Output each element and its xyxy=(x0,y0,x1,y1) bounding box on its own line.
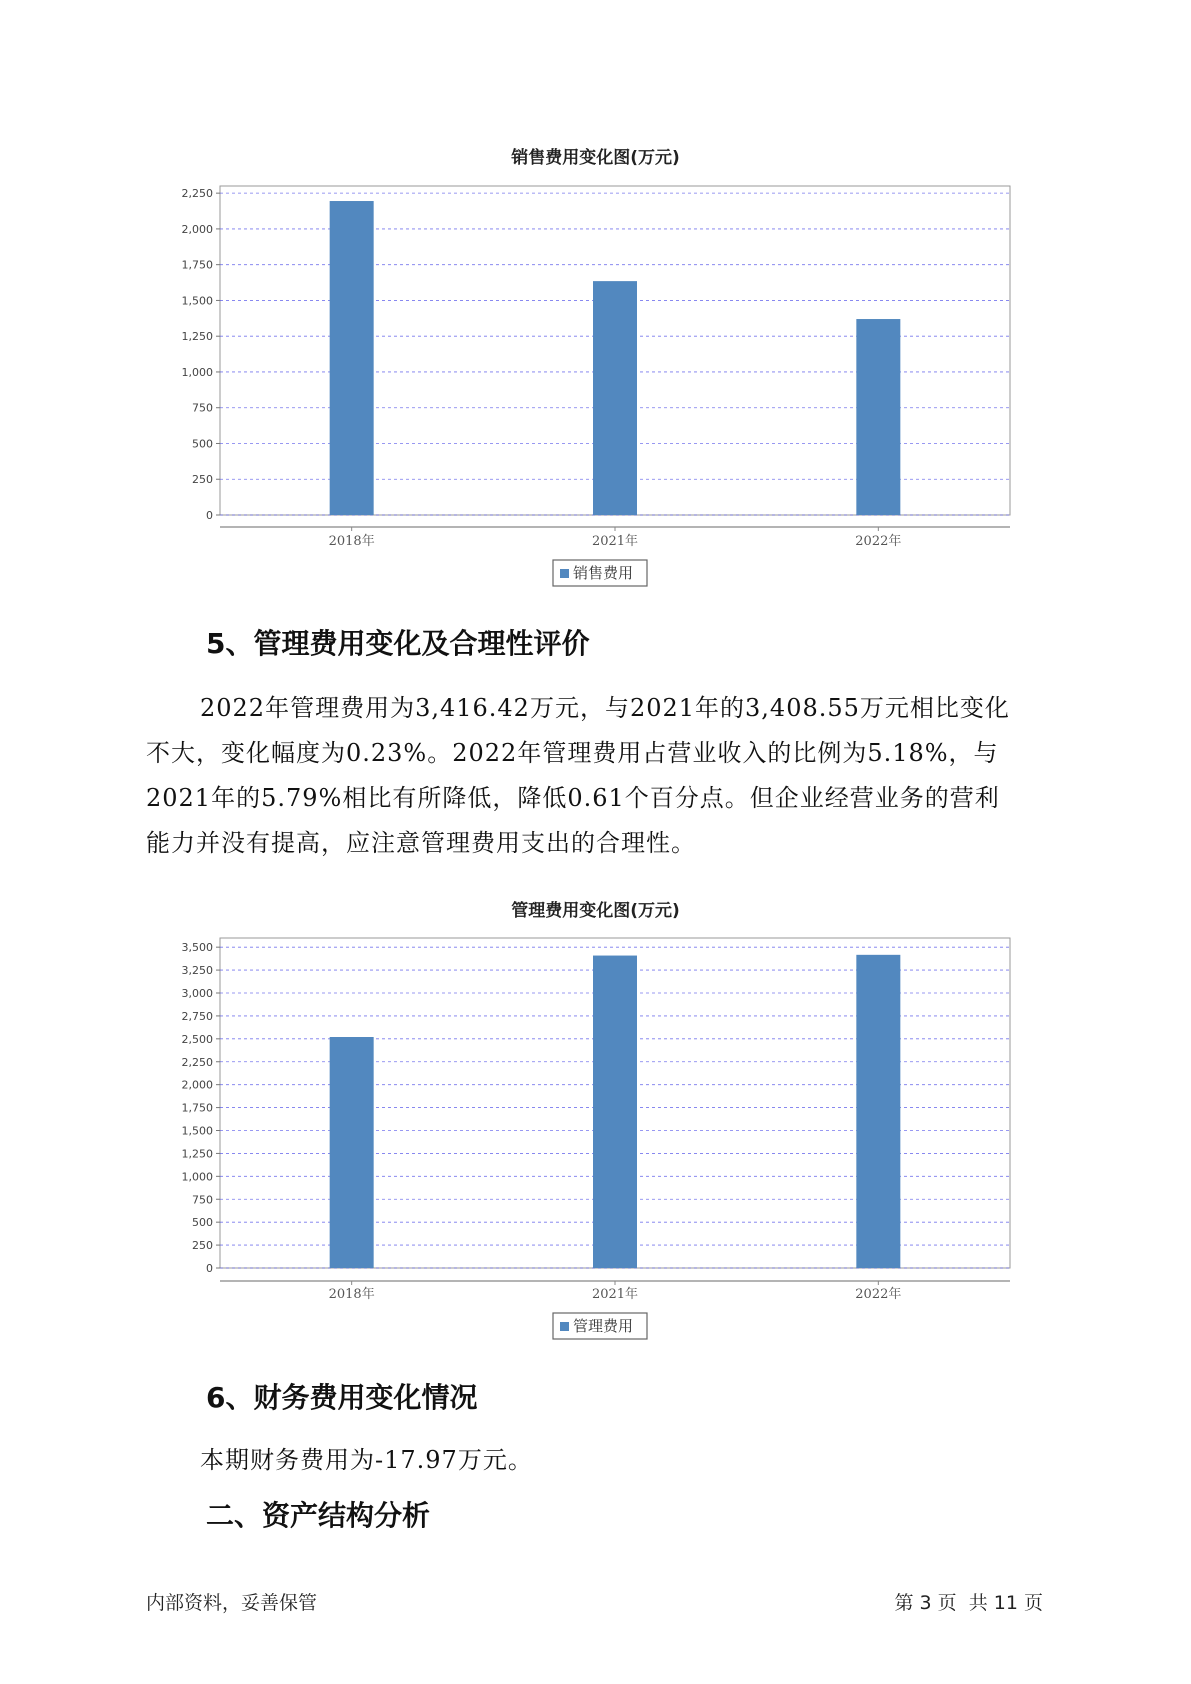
y-tick-label: 1,500 xyxy=(181,1124,213,1138)
para-line: 不大，变化幅度为0.23%。2022年管理费用占营业收入的比例为5.18%，与 xyxy=(146,739,999,767)
y-tick-label: 1,500 xyxy=(181,294,213,308)
para-line: 本期财务费用为-17.97万元。 xyxy=(200,1446,533,1474)
y-tick-label: 0 xyxy=(206,509,213,522)
y-tick-label: 500 xyxy=(192,1216,213,1230)
y-tick-label: 1,250 xyxy=(181,330,213,344)
x-tick-label: 2021年 xyxy=(591,1287,639,1302)
section-heading-5: 5、管理费用变化及合理性评价 xyxy=(206,627,590,660)
para-line: 能力并没有提高，应注意管理费用支出的合理性。 xyxy=(146,829,696,857)
y-tick-label: 2,250 xyxy=(181,1055,213,1069)
y-tick-label: 1,000 xyxy=(181,365,213,379)
y-tick-label: 500 xyxy=(192,437,213,451)
y-tick-label: 2,000 xyxy=(181,222,213,236)
y-tick-label: 3,000 xyxy=(181,987,213,1000)
section6-paragraph xyxy=(146,1438,1051,1483)
y-tick-label: 250 xyxy=(192,1239,213,1253)
x-tick-label: 2021年 xyxy=(591,534,639,549)
y-tick-label: 1,000 xyxy=(181,1170,213,1184)
section-heading-6: 6、财务费用变化情况 xyxy=(206,1381,478,1414)
section-heading-two: 二、资产结构分析 xyxy=(206,1499,431,1532)
footer-page-number: 第 3 页 共 11 页 xyxy=(894,1592,1043,1614)
y-tick-label: 3,500 xyxy=(181,941,213,955)
legend xyxy=(553,1313,647,1339)
para-line: 2021年的5.79%相比有所降低，降低0.61个百分点。但企业经营业务的营利 xyxy=(146,784,1000,812)
footer-confidential-note: 内部资料，妥善保管 xyxy=(146,1592,318,1614)
bar xyxy=(856,955,900,1268)
y-tick-label: 750 xyxy=(192,1193,213,1207)
y-tick-label: 1,250 xyxy=(181,1147,213,1161)
x-tick-label: 2018年 xyxy=(328,1287,375,1302)
legend-swatch xyxy=(560,1322,569,1331)
y-tick-label: 0 xyxy=(206,1262,213,1275)
x-tick-label: 2018年 xyxy=(328,534,375,549)
y-tick-label: 2,750 xyxy=(181,1009,213,1023)
y-tick-label: 2,250 xyxy=(181,187,213,201)
y-tick-label: 1,750 xyxy=(181,258,213,272)
y-tick-label: 750 xyxy=(192,401,213,415)
legend-label: 销售费用 xyxy=(573,564,634,582)
y-tick-label: 2,500 xyxy=(181,1032,213,1046)
y-tick-label: 3,250 xyxy=(181,964,213,978)
bar xyxy=(593,956,637,1268)
legend-label: 管理费用 xyxy=(573,1317,634,1335)
chart-title: 管理费用变化图(万元) xyxy=(511,901,680,921)
chart-title: 销售费用变化图(万元) xyxy=(511,148,680,168)
bar xyxy=(330,1037,374,1268)
x-tick-label: 2022年 xyxy=(855,1287,902,1302)
x-tick-label: 2022年 xyxy=(855,534,902,549)
para-line: 2022年管理费用为3,416.42万元，与2021年的3,408.55万元相比变化 xyxy=(200,694,1010,722)
y-tick-label: 1,750 xyxy=(181,1101,213,1115)
y-tick-label: 2,000 xyxy=(181,1078,213,1092)
y-tick-label: 250 xyxy=(192,473,213,487)
